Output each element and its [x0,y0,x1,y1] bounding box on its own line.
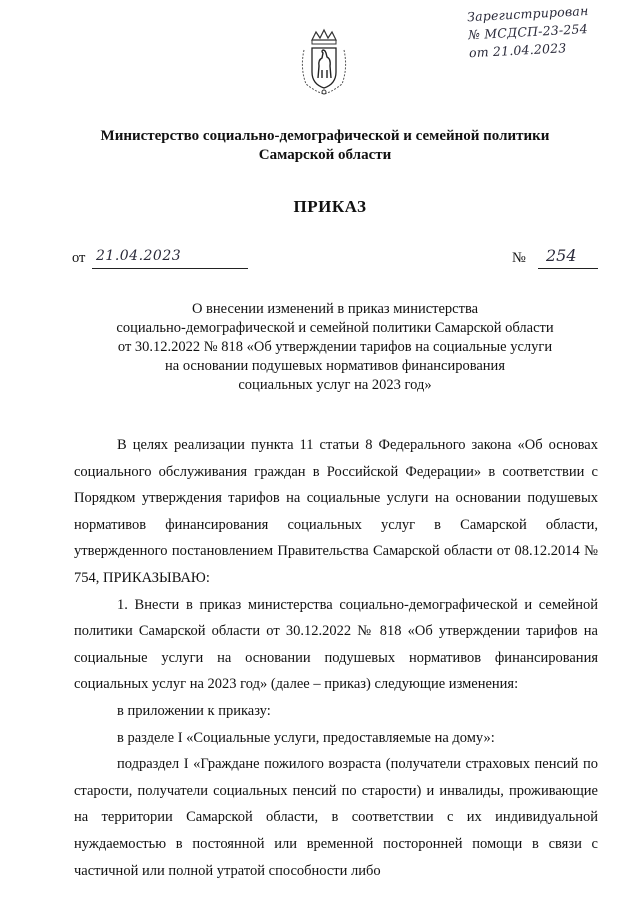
subject-line: на основании подушевых нормативов финансирования [165,358,505,374]
date-field [92,250,248,269]
body-paragraph-section: в разделе I «Социальные услуги, предоставляемые на дому»: [117,729,495,746]
ministry-line1: Министерство социально-демографической и семейной политики [100,128,550,144]
number-field [538,246,598,269]
subject-line: социальных услуг на 2023 год» [238,377,432,393]
subject-line: от 30.12.2022 № 818 «Об утверждении тарифов на социальные услуги [117,339,553,355]
body-paragraph-preamble: В целях реализации пункта 11 статьи 8 Федерального закона «Об основах социального обслуживания граждан в Российской Федерации» в соответствии с Порядком утверждения тарифов на социальные услуги на основании подушевых нормативов финансирования социальных услуг в Самарской области, утвержденного постановлением Правительства Самарской области от 08.12.2014 № 754, ПРИКАЗЫВАЮ: [74,437,598,586]
ministry-line2: Самарской области [258,147,392,163]
subject-line: социально-демографической и семейной политики Самарской области [116,320,554,336]
date-label: от [72,250,86,266]
registration-note-line1: Зарегистрирован [466,2,589,25]
order-body [74,432,598,884]
date-number-row [72,246,598,272]
order-title: ПРИКАЗ [293,197,367,216]
body-paragraph-appendix: в приложении к приказу: [117,702,271,719]
registration-note-line3: от 21.04.2023 [468,40,567,61]
body-paragraph-item-1: 1. Внести в приказ министерства социально-демографической и семейной политики Самарской области от 30.12.2022 № 818 «Об утверждении тарифов на социальные услуги на основании подушевых нормативов финансирования социальных услуг на 2023 год» (далее – приказ) следующие изменения: [74,596,598,693]
ministry-heading [60,127,590,165]
number-label: № [512,250,526,266]
order-subject [72,300,598,395]
date-value: 21.04.2023 [96,248,182,264]
body-paragraph-subsection: подраздел I «Граждане пожилого возраста (получатели страховых пенсий по старости, получатели социальных пенсий по старости) и инвалиды, проживающие на территории Самарской области, в соответствии с их индивидуальной нуждаемостью в постоянной или временной посторонней помощи в связи с частичной или полной утратой способности либо [74,756,598,879]
registration-note [467,0,635,62]
registration-note-line2: № МСДСП-23-254 [467,21,589,43]
subject-line: О внесении изменений в приказ министерства [191,301,479,317]
samara-coat-of-arms-icon [296,28,352,96]
number-value: 254 [546,246,577,265]
